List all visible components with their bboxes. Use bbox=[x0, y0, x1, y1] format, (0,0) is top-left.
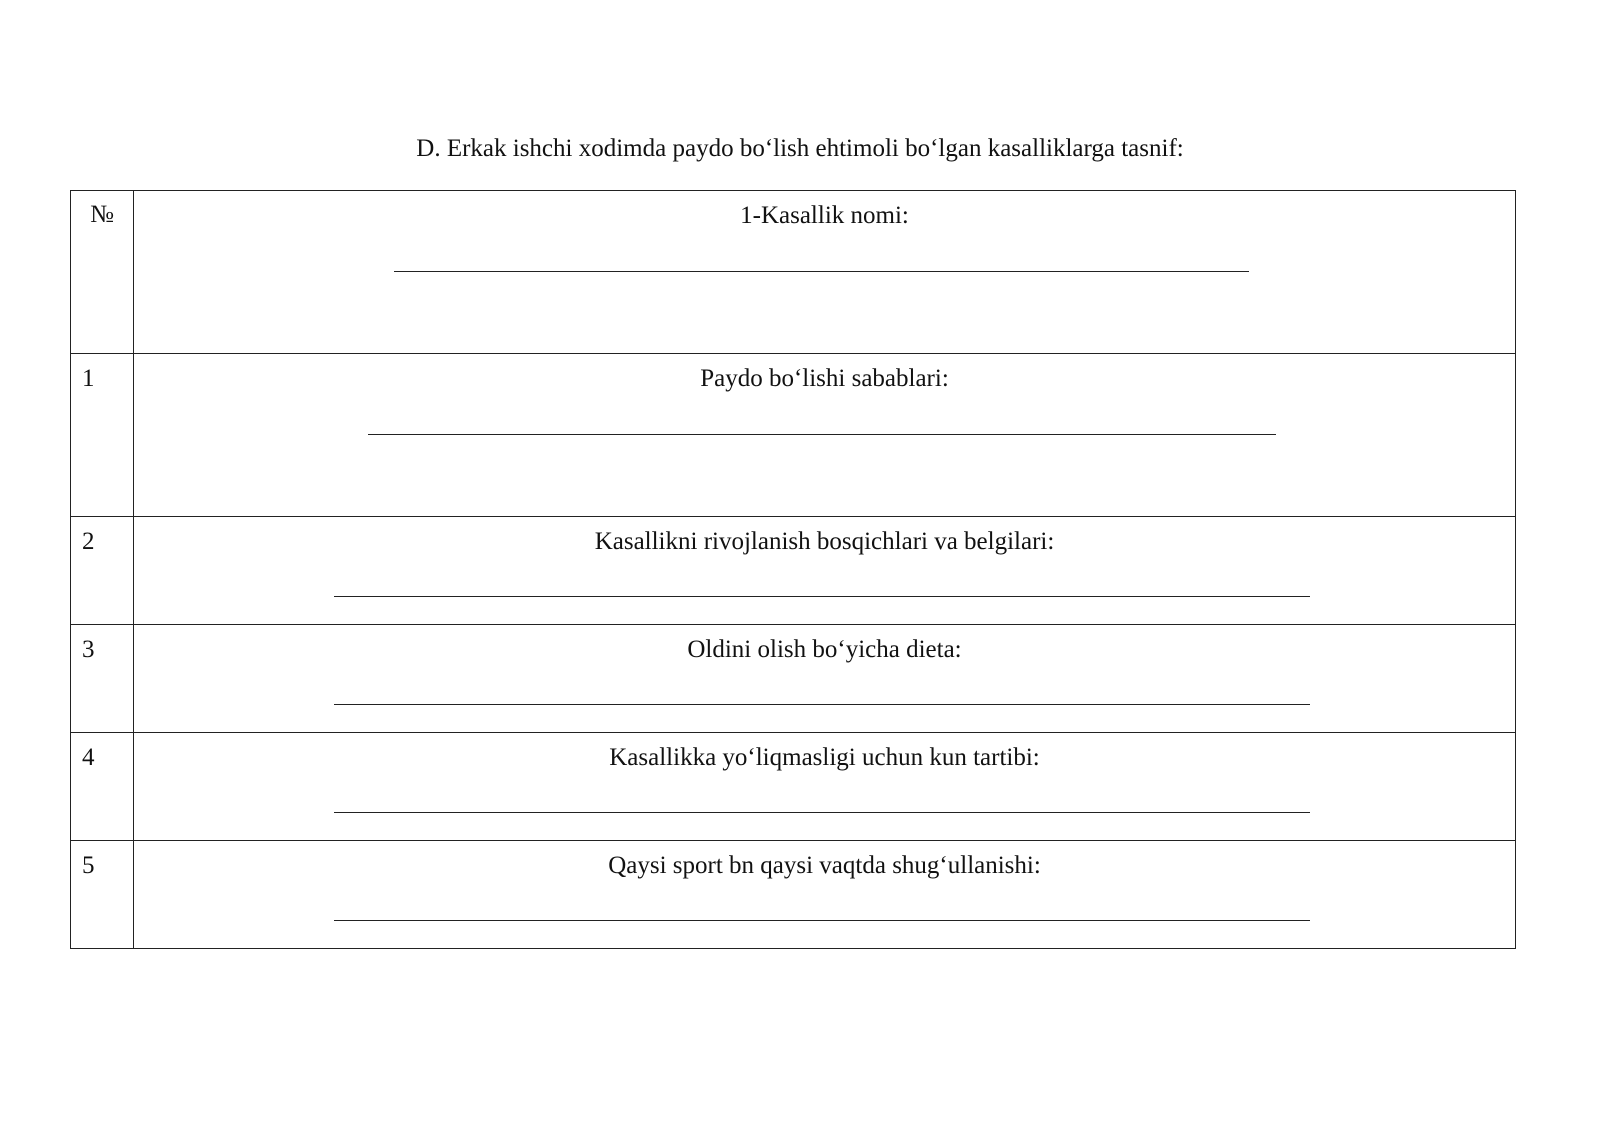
prevention-diet-cell bbox=[134, 625, 1516, 733]
row-number: 5 bbox=[71, 841, 134, 949]
stages-symptoms-cell bbox=[134, 517, 1516, 625]
prevention-diet-answer-line[interactable] bbox=[334, 704, 1310, 705]
sport-schedule-cell bbox=[134, 841, 1516, 949]
sport-schedule-answer-line[interactable] bbox=[334, 920, 1310, 921]
causes-cell bbox=[134, 354, 1516, 517]
table-row bbox=[71, 354, 1516, 517]
row-number: 1 bbox=[71, 354, 134, 517]
daily-routine-label: Kasallikka yo‘liqmasligi uchun kun tartibi: bbox=[609, 744, 1040, 771]
stages-symptoms-label: Kasallikni rivojlanish bosqichlari va belgilari: bbox=[594, 528, 1055, 555]
disease-classification-table bbox=[70, 190, 1516, 949]
row-number: 3 bbox=[71, 625, 134, 733]
table-row bbox=[71, 841, 1516, 949]
row-number: 4 bbox=[71, 733, 134, 841]
causes-label: Paydo bo‘lishi sabablari: bbox=[700, 365, 949, 392]
page-title: D. Erkak ishchi xodimda paydo bo‘lish ehtimoli bo‘lgan kasalliklarga tasnif: bbox=[416, 135, 1184, 162]
table-row bbox=[71, 733, 1516, 841]
daily-routine-cell bbox=[134, 733, 1516, 841]
disease-name-answer-line[interactable] bbox=[394, 271, 1249, 272]
stages-symptoms-answer-line[interactable] bbox=[334, 596, 1310, 597]
table-row bbox=[71, 625, 1516, 733]
row-number: 2 bbox=[71, 517, 134, 625]
sport-schedule-label: Qaysi sport bn qaysi vaqtda shug‘ullanishi: bbox=[608, 852, 1041, 879]
disease-name-label: 1-Kasallik nomi: bbox=[740, 202, 909, 229]
table-row bbox=[71, 191, 1516, 354]
daily-routine-answer-line[interactable] bbox=[334, 812, 1310, 813]
table-row bbox=[71, 517, 1516, 625]
causes-answer-line[interactable] bbox=[368, 434, 1276, 435]
number-column-header: № bbox=[71, 191, 134, 354]
prevention-diet-label: Oldini olish bo‘yicha dieta: bbox=[687, 636, 962, 663]
disease-name-cell bbox=[134, 191, 1516, 354]
